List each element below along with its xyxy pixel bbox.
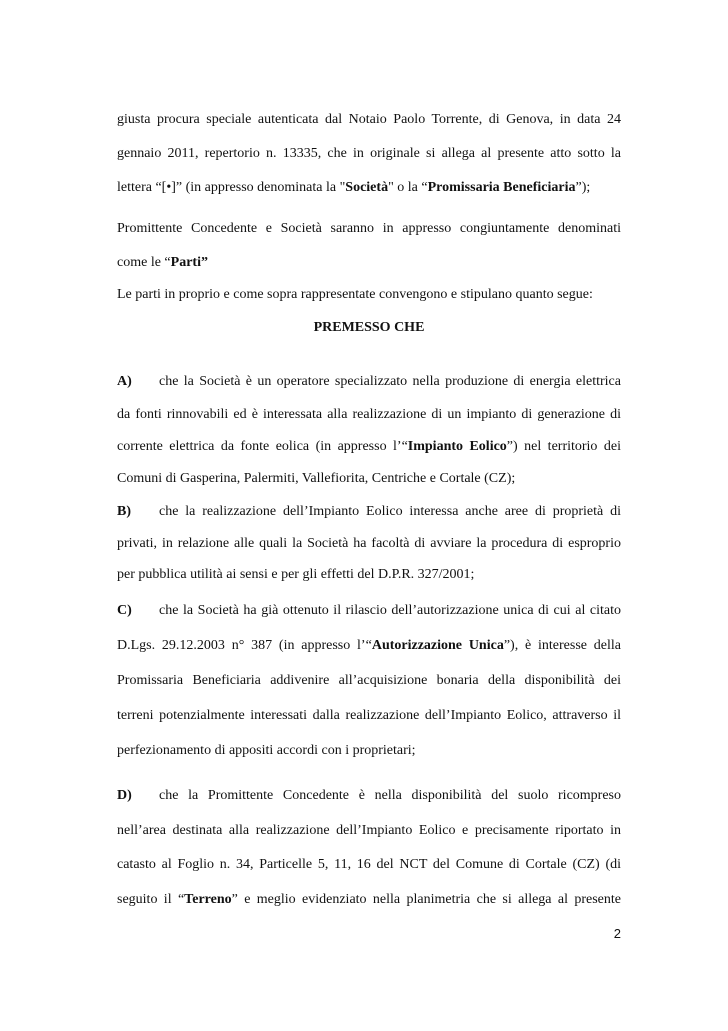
clause-d-line: D) che la Promittente Concedente è nella disponibilità del suolo ricompreso (117, 786, 621, 806)
text-line: gennaio 2011, repertorio n. 13335, che in originale si allega al presente atto sotto la (117, 146, 621, 161)
text-line: da fonti rinnovabili ed è interessata alla realizzazione di un impianto di generazione di (117, 407, 621, 422)
text-line: giusta procura speciale autenticata dal Notaio Paolo Torrente, di Genova, in data 24 (117, 112, 621, 127)
page-number: 2 (613, 926, 621, 941)
text-line: nell’area destinata alla realizzazione dell’Impianto Eolico e precisamente riportato in (117, 823, 621, 838)
text-line: lettera “[•]” (in appresso denominata la "Società" o la “Promissaria Beneficiaria”); (117, 180, 591, 195)
defined-term: Società (345, 180, 389, 195)
text-line: catasto al Foglio n. 34, Particelle 5, 11, 16 del NCT del Comune di Cortale (CZ) (di (117, 857, 621, 872)
clause-label: B) (117, 504, 131, 519)
defined-term: Promissaria Beneficiaria (427, 180, 576, 195)
text-line: per pubblica utilità ai sensi e per gli effetti del D.P.R. 327/2001; (117, 567, 475, 582)
text-line: corrente elettrica da fonte eolica (in appresso l’“Impianto Eolico”) nel territorio dei (117, 439, 621, 454)
text-line: D.Lgs. 29.12.2003 n° 387 (in appresso l’“Autorizzazione Unica”), è interesse della (117, 638, 622, 653)
text-line: perfezionamento di appositi accordi con i proprietari; (117, 743, 416, 758)
text-line: seguito il “Terreno” e meglio evidenziato nella planimetria che si allega al presente (117, 892, 621, 907)
text-line: Comuni di Gasperina, Palermiti, Vallefiorita, Centriche e Cortale (CZ); (117, 471, 516, 486)
defined-term: Impianto Eolico (407, 439, 507, 454)
text-line: privati, in relazione alle quali la Società ha facoltà di avviare la procedura di esproprio (117, 536, 621, 551)
clause-b-line: B) che la realizzazione dell’Impianto Eolico interessa anche aree di proprietà di (117, 502, 621, 522)
text-line: terreni potenzialmente interessati dalla realizzazione dell’Impianto Eolico, attraverso il (117, 708, 621, 723)
clause-a-line: A) che la Società è un operatore specializzato nella produzione di energia elettrica (117, 372, 621, 392)
section-heading: PREMESSO CHE (313, 320, 425, 335)
defined-term: Autorizzazione Unica (371, 638, 504, 653)
defined-term: Parti” (170, 255, 208, 270)
clause-label: C) (117, 603, 132, 618)
clause-label: D) (117, 788, 132, 803)
clause-c-line: C) che la Società ha già ottenuto il rilascio dell’autorizzazione unica di cui al citato (117, 601, 621, 621)
text-line: Le parti in proprio e come sopra rappresentate convengono e stipulano quanto segue: (117, 287, 593, 302)
clause-label: A) (117, 374, 132, 389)
text-line: Promittente Concedente e Società saranno in appresso congiuntamente denominati (117, 221, 621, 236)
text-line: come le “Parti” (117, 255, 208, 270)
defined-term: Terreno (184, 892, 232, 907)
text-line: Promissaria Beneficiaria addivenire all’acquisizione bonaria della disponibilità dei (117, 673, 621, 688)
